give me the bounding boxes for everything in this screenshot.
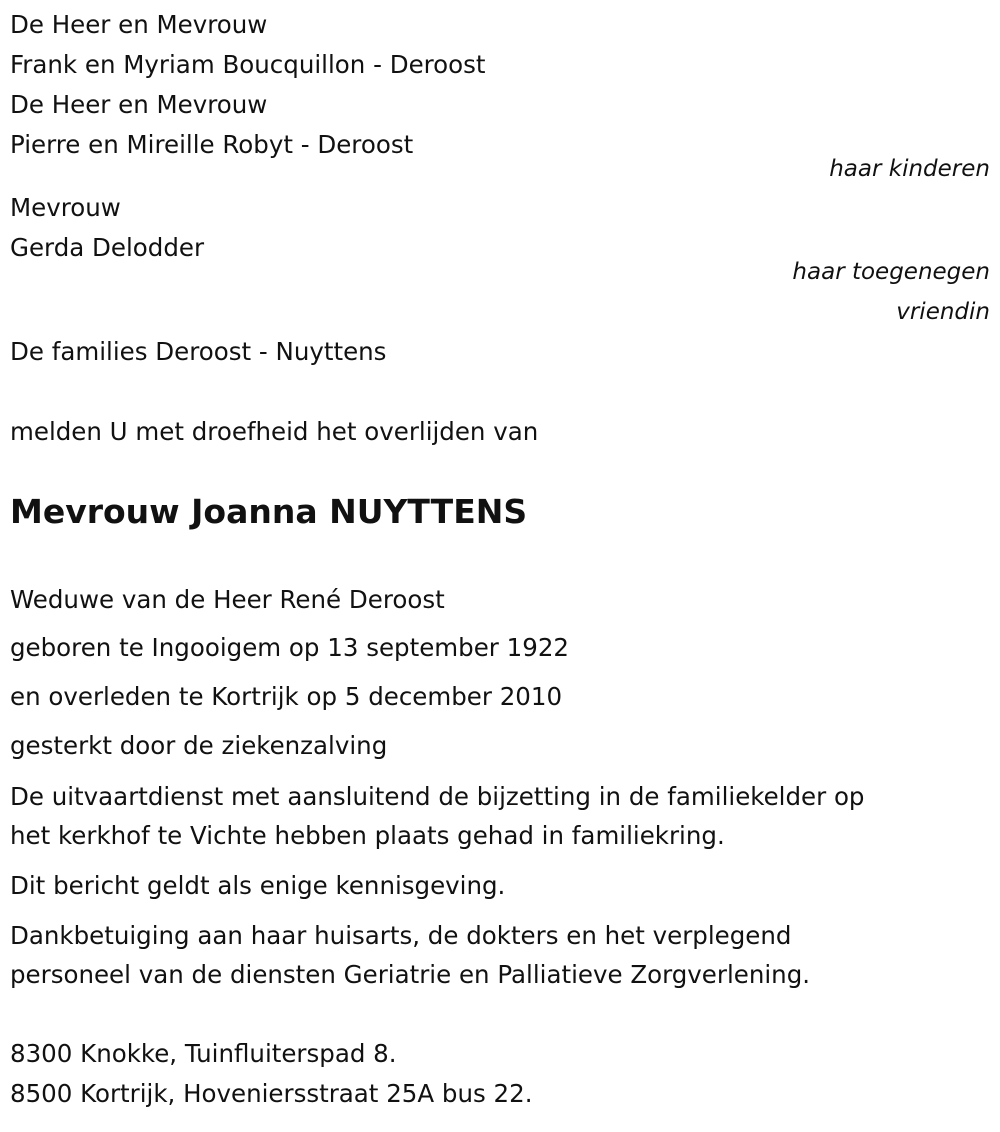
announcement: melden U met droefheid het overlijden van — [10, 417, 539, 446]
role-friend: haar toegenegen — [792, 259, 990, 285]
detail-line: Dit bericht geldt als enige kennisgeving. — [10, 871, 506, 900]
detail-line: De uitvaartdienst met aansluitend de bijzetting in de familiekelder op — [10, 782, 865, 811]
families-line: De families Deroost - Nuyttens — [10, 337, 387, 366]
role-friend: vriendin — [896, 299, 990, 325]
address-line: 8500 Kortrijk, Hoveniersstraat 25A bus 22. — [10, 1079, 533, 1108]
detail-line: personeel van de diensten Geriatrie en Palliatieve Zorgverlening. — [10, 960, 811, 989]
detail-line: het kerkhof te Vichte hebben plaats gehad in familiekring. — [10, 821, 725, 850]
detail-line: gesterkt door de ziekenzalving — [10, 731, 388, 760]
family-line: Frank en Myriam Boucquillon - Deroost — [10, 50, 486, 79]
deceased-name: Mevrouw Joanna NUYTTENS — [10, 492, 528, 531]
detail-line: Weduwe van de Heer René Deroost — [10, 585, 445, 614]
family-line: De Heer en Mevrouw — [10, 90, 268, 119]
detail-line: Dankbetuiging aan haar huisarts, de dokters en het verplegend — [10, 921, 792, 950]
role-children: haar kinderen — [829, 156, 990, 182]
family-line: Pierre en Mireille Robyt - Deroost — [10, 130, 414, 159]
detail-line: en overleden te Kortrijk op 5 december 2010 — [10, 682, 563, 711]
address-line: 8300 Knokke, Tuinfluiterspad 8. — [10, 1039, 397, 1068]
detail-line: geboren te Ingooigem op 13 september 1922 — [10, 633, 569, 662]
friend-line: Mevrouw — [10, 193, 121, 222]
friend-line: Gerda Delodder — [10, 233, 205, 262]
family-line: De Heer en Mevrouw — [10, 10, 268, 39]
